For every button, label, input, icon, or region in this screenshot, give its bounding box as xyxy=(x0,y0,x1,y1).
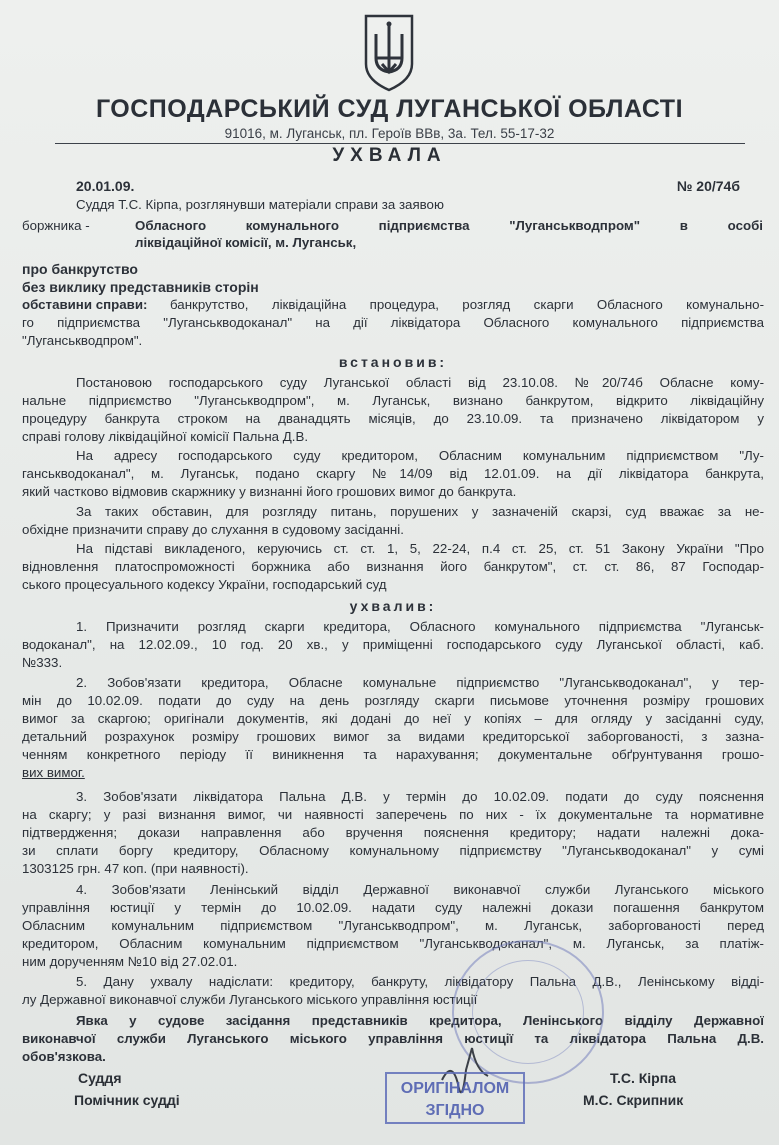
ruling-line: лу Державної виконавчої служби Луганського міського управління юстиції xyxy=(22,992,478,1007)
judge-label: Суддя xyxy=(78,1070,122,1086)
circumstances-label: обставини справи: xyxy=(22,297,148,312)
circumstances-text: "Луганськводпром". xyxy=(22,333,143,348)
court-name: ГОСПОДАРСЬКИЙ СУД ЛУГАНСЬКОЇ ОБЛАСТІ xyxy=(95,95,684,123)
body-line: За таких обставин, для розгляду питань, порушених у зазначеній скарзі, суд вважає за не- xyxy=(76,504,764,519)
body-line: відновлення платоспроможності боржника або визнання його банкрутом", ст. ст. 86, 87 Господар- xyxy=(22,559,764,574)
intro-line: Суддя Т.С. Кірпа, розглянувши матеріали справи за заявою xyxy=(76,197,444,212)
intro-debtor-name: Обласного комунального підприємства "Луганськводпром" в особі xyxy=(135,218,763,233)
case-number: № 20/74б xyxy=(676,178,740,194)
body-line: процедуру банкрута строком на дванадцять місяців, до 23.10.09. та призначено ліквідатором у xyxy=(22,411,764,426)
body-line: нальне підприємство "Луганськводпром", м. Луганськ, визнано банкрутом, відкрито ліквідаційну xyxy=(22,393,764,408)
assistant-name: М.С. Скрипник xyxy=(583,1092,684,1108)
ruling-line: ченням конкретного періоду її виникнення та нарахування; документальне обґрунтування грошо- xyxy=(22,747,764,762)
ruled-heading: ухвалив: xyxy=(349,598,437,614)
ruling-line: Обласним комунальним підприємством "Луганськводпром", м. Луганськ, заборгованості перед xyxy=(22,918,764,933)
intro-debtor-label: боржника - xyxy=(22,218,90,233)
established-heading: встановив: xyxy=(338,354,448,370)
ruling-line: 5. Дану ухвалу надіслати: кредитору, банкруту, ліквідатору Пальна Д.В., Ленінському відді- xyxy=(76,974,764,989)
ruling-line: мін до 10.02.09. подати до суду на день розгляду скарги письмове уточнення розміру грошових xyxy=(22,693,764,708)
ruling-line: 1. Призначити розгляд скарги кредитора, Обласного комунального підприємства "Луганськ- xyxy=(76,619,764,634)
hearing-mode: без виклику представників сторін xyxy=(22,279,259,295)
stamp-line-1: ОРИГІНАЛОМ xyxy=(400,1080,510,1097)
ruling-line: кредитором, Обласним комунальним підприємством "Луганськводоканал", м. Луганськ, за платіж- xyxy=(22,936,764,951)
circumstances-text: банкрутство, ліквідаційна процедура, розгляд скарги Обласного комунально- xyxy=(170,297,764,312)
intro-debtor-city: ліквідаційної комісії, м. Луганськ, xyxy=(135,235,357,250)
certified-copy-stamp xyxy=(385,1072,525,1124)
attendance-line: обов'язкова. xyxy=(22,1049,106,1064)
document-type: УХВАЛА xyxy=(332,145,447,166)
subject: про банкрутство xyxy=(22,261,138,277)
body-line: Постановою господарського суду Луганської області від 23.10.08. №20/74б Обласне кому- xyxy=(76,375,764,390)
ruling-line: 2. Зобов'язати кредитора, Обласне комунальне підприємство "Луганськводоканал", у тер- xyxy=(76,675,764,690)
attendance-line: Явка у судове засідання представників кредитора, Ленінського відділу Державної xyxy=(76,1013,764,1028)
assistant-label: Помічник судді xyxy=(74,1092,180,1108)
body-line: справі голову ліквідаційної комісії Пальна Д.В. xyxy=(22,429,309,444)
header-divider xyxy=(55,143,745,144)
stamp-line-2: ЗГІДНО xyxy=(425,1102,485,1119)
body-line: ганськводоканал", м. Луганськ, подано скаргу №14/09 від 12.01.09. на дії ліквідатора банкрута, xyxy=(22,466,764,481)
doc-date: 20.01.09. xyxy=(76,178,135,194)
body-line: ського процесуального кодексу України, господарський суд xyxy=(22,577,387,592)
body-line: обхідне призначити справу до слухання в судовому засіданні. xyxy=(22,522,404,537)
ruling-line: вих вимог. xyxy=(22,765,85,780)
ruling-line: зи сплати боргу кредитору, Обласному комунальному підприємству "Луганськводоканал" у сумі xyxy=(22,843,764,858)
ruling-line: водоканал", на 12.02.09., 10 год. 20 хв., у приміщенні господарського суду Луганської області, каб. xyxy=(22,637,764,652)
ruling-line: вимог за скаргою; оригінали документів, які додані до неї у копіях – для огляду у засіданні суду, xyxy=(22,711,764,726)
ruling-line: 1303125 грн. 47 коп. (при наявності). xyxy=(22,861,249,876)
ruling-line: детальний розрахунок розміру грошових вимог за видами кредиторської заборгованості, з зазна- xyxy=(22,729,764,744)
trident-emblem-icon xyxy=(362,12,416,92)
ruling-line: управління юстиції у термін до 10.02.09. надати суду належні докази погашення банкрутом xyxy=(22,900,764,915)
ruling-line: 3. Зобов'язати ліквідатора Пальна Д.В. у термін до 10.02.09. подати до суду пояснення xyxy=(76,789,764,804)
ruling-line: ним дорученням №10 від 27.02.01. xyxy=(22,954,238,969)
body-line: На підставі викладеного, керуючись ст. ст. 1, 5, 22-24, п.4 ст. 25, ст. 51 Закону України "Про xyxy=(76,541,764,556)
ruling-line: 4. Зобов'язати Ленінський відділ Державної виконавчої служби Луганського міського xyxy=(76,882,764,897)
judge-name: Т.С. Кірпа xyxy=(610,1070,676,1086)
court-address: 91016, м. Луганськ, пл. Героїв ВВв, 3а. Тел. 55-17-32 xyxy=(224,126,555,141)
body-line: який частково відмовив скаржнику у визнанні його грошових вимог до банкрута. xyxy=(22,484,517,499)
ruling-line: на скаргу; у разі визнання вимог, чи наявності заперечень по них - їх документальне та нормативне xyxy=(22,807,764,822)
attendance-line: виконавчої служби Луганського міського управління юстиції та ліквідатора Пальна Д.В. xyxy=(22,1031,764,1046)
body-line: На адресу господарського суду кредитором, Обласним комунальним підприємством "Лу- xyxy=(76,448,764,463)
ruling-line: №333. xyxy=(22,655,63,670)
ruling-line: підтвердження; докази направлення або вручення пояснення кредитору; надати належні дока- xyxy=(22,825,764,840)
circumstances-text: го підприємства "Луганськводоканал" на дії ліквідатора Обласного комунального підприємства xyxy=(22,315,764,330)
